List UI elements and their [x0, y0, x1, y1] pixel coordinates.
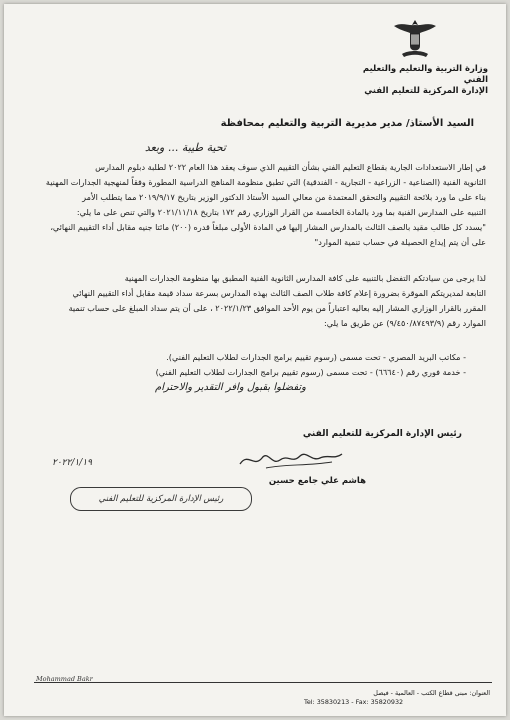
official-stamp: رئيس الإدارة المركزية للتعليم الفني: [70, 487, 252, 511]
signatory-title: رئيس الإدارة المركزية للتعليم الفني: [302, 429, 462, 439]
department-name: الإدارة المركزية للتعليم الفني: [364, 86, 488, 96]
signatory-name: هاشم علي جامع حسين: [268, 476, 366, 486]
text-line: المقرر بالقرار الوزاري المشار إليه بعاليه اعتباراً من يوم الأحد الموافق ٢٠٢٢/١/٢٣ ، على أن يتم سداد المبلغ على حساب تنمية: [68, 303, 486, 313]
footer-phones: Tel: 35830213 - Fax: 35820932: [304, 698, 404, 706]
text-line: التنبيه على المدارس الفنية بما ورد بالمادة الخامسة من القرار الوزاري رقم ١٧٢ بتاريخ ٢٠٢١/١١/١٨ والتي تنص على ما يلي:: [76, 207, 486, 217]
signature-date: ٢٠٢٢/١/١٩: [52, 458, 92, 468]
ministry-name: وزارة التربية والتعليم والتعليم الفني: [362, 64, 488, 85]
list-item: - خدمة فوري رقم (٦٦٦٤٠) - تحت مسمى (رسوم تقييم برامج الجدارات لطلاب التعليم الفني): [155, 367, 466, 377]
text-line: على أن يتم إيداع الحصيلة في حساب تنمية الموارد": [314, 237, 486, 247]
payment-methods-list: [26, 350, 466, 380]
text-line: في إطار الاستعدادات الجارية بقطاع التعليم الفني بشأن التقييم الذي سوف يعقد هذا العام ٢٠٢٢ لطلبة دبلوم المدارس: [95, 162, 486, 172]
text-line: لذا يرجى من سيادتكم التفضل بالتنبيه على كافة المدارس الثانوية الفنية المطبق بها منظومة الجدارات المهنية: [124, 273, 486, 283]
closing-phrase: وتفضلوا بقبول وافر التقدير والاحترام: [155, 382, 306, 393]
footer-address: العنوان: مبنى قطاع الكتب - العالمية - فيصل: [373, 689, 490, 697]
handwritten-signature: [236, 444, 346, 474]
text-line: بناء على ما ورد بلائحة التقييم والتحقق المعتمدة من معالي السيد الأستاذ الدكتور الوزير بتاريخ ٢٠١٩/٩/١٧ مما يتطلب الأمر: [82, 192, 486, 202]
paragraph-intro: [16, 160, 486, 250]
document-page: [4, 4, 506, 716]
text-line: التابعة لمديريتكم الموقرة بضرورة إعلام كافة طلاب الصف الثالث بهذه المدارس بسرعة سداد قيمة مقابل أداء التقييم النهائي: [72, 288, 486, 298]
footer-name: Mohammad Bakr: [36, 675, 93, 683]
text-line: "يسدد كل طالب مقيد بالصف الثالث بالمدارس المشار إليها في المادة الأولى مبلغاً قدره (٢٠٠) مائتا جنيه مقابل أداء التقييم النهائي،: [50, 222, 486, 232]
ministry-header: [338, 64, 488, 97]
text-line: الموارد رقم (٩/٤٥٠/٨٧٤٩٣/٩) عن طريق ما يلي:: [323, 318, 486, 328]
eagle-emblem-icon: [392, 16, 438, 60]
text-line: الثانوية الفنية (الصناعية - الزراعية - التجارية - الفندقية) التي تطبق منظومة المناهج الدراسية المطورة وفقاً لمنهجية الجدارات المهنية: [45, 177, 486, 187]
footer-divider: [34, 682, 492, 683]
list-item: - مكاتب البريد المصري - تحت مسمى (رسوم تقييم برامج الجدارات لطلاب التعليم الفني).: [166, 352, 466, 362]
greeting: تحية طيبة ... وبعد: [144, 141, 226, 154]
paragraph-request: [16, 271, 486, 331]
addressee: السيد الأستاذ/ مدير مديرية التربية والتعليم بمحافظة: [220, 118, 474, 129]
